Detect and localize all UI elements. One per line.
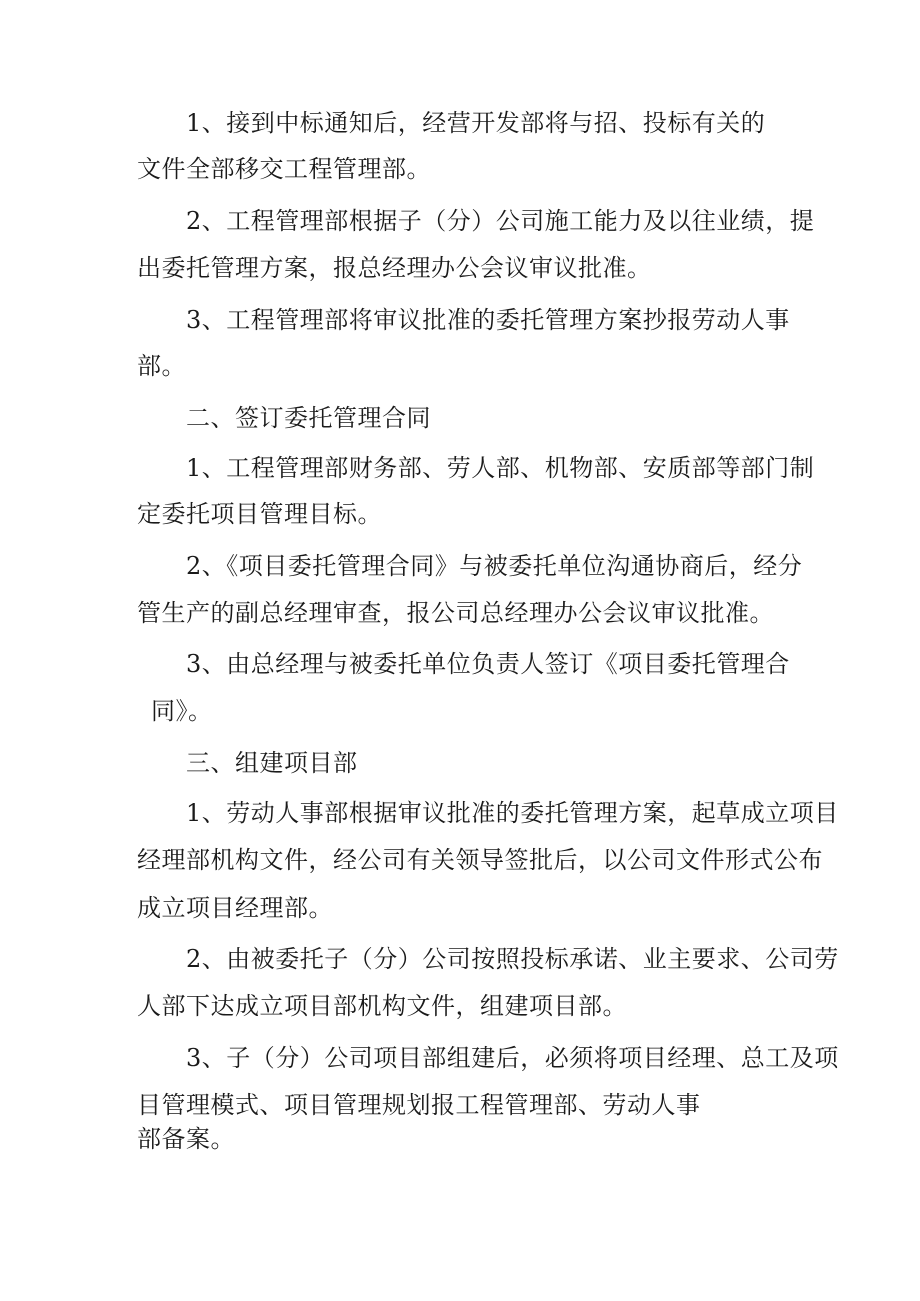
text-line: 成立项目经理部。 — [137, 894, 333, 922]
text-line: 文件全部移交工程管理部。 — [137, 155, 431, 183]
section-heading: 三、组建项目部 — [186, 749, 358, 777]
text-line: 2、《项目委托管理合同》与被委托单位沟通协商后，经分 — [186, 552, 803, 580]
text-line: 1、接到中标通知后，经营开发部将与招、投标有关的 — [186, 109, 766, 137]
text-line: 经理部机构文件，经公司有关领导签批后，以公司文件形式公布 — [137, 846, 823, 874]
text-line: 3、工程管理部将审议批准的委托管理方案抄报劳动人事 — [186, 306, 790, 334]
text-line: 3、由总经理与被委托单位负责人签订《项目委托管理合 — [186, 650, 790, 678]
text-line: 3、子（分）公司项目部组建后，必须将项目经理、总工及项 — [186, 1044, 839, 1072]
text-line: 目管理模式、项目管理规划报工程管理部、劳动人事 — [137, 1091, 701, 1119]
text-line: 部。 — [137, 352, 186, 380]
text-line: 定委托项目管理目标。 — [137, 500, 382, 528]
text-line: 人部下达成立项目部机构文件，组建项目部。 — [137, 992, 627, 1020]
text-line: 管生产的副总经理审查，报公司总经理办公会议审议批准。 — [137, 599, 774, 627]
section-heading: 二、签订委托管理合同 — [186, 404, 431, 432]
text-line: 2、由被委托子（分）公司按照投标承诺、业主要求、公司劳 — [186, 945, 839, 973]
text-line: 部备案。 — [137, 1125, 235, 1153]
text-line: 1、工程管理部财务部、劳人部、机物部、安质部等部门制 — [186, 454, 815, 482]
text-line: 出委托管理方案，报总经理办公会议审议批准。 — [137, 254, 652, 282]
text-line: 2、工程管理部根据子（分）公司施工能力及以往业绩，提 — [186, 207, 815, 235]
text-line: 1、劳动人事部根据审议批准的委托管理方案，起草成立项目 — [186, 799, 839, 827]
text-line: 同》。 — [151, 697, 213, 725]
